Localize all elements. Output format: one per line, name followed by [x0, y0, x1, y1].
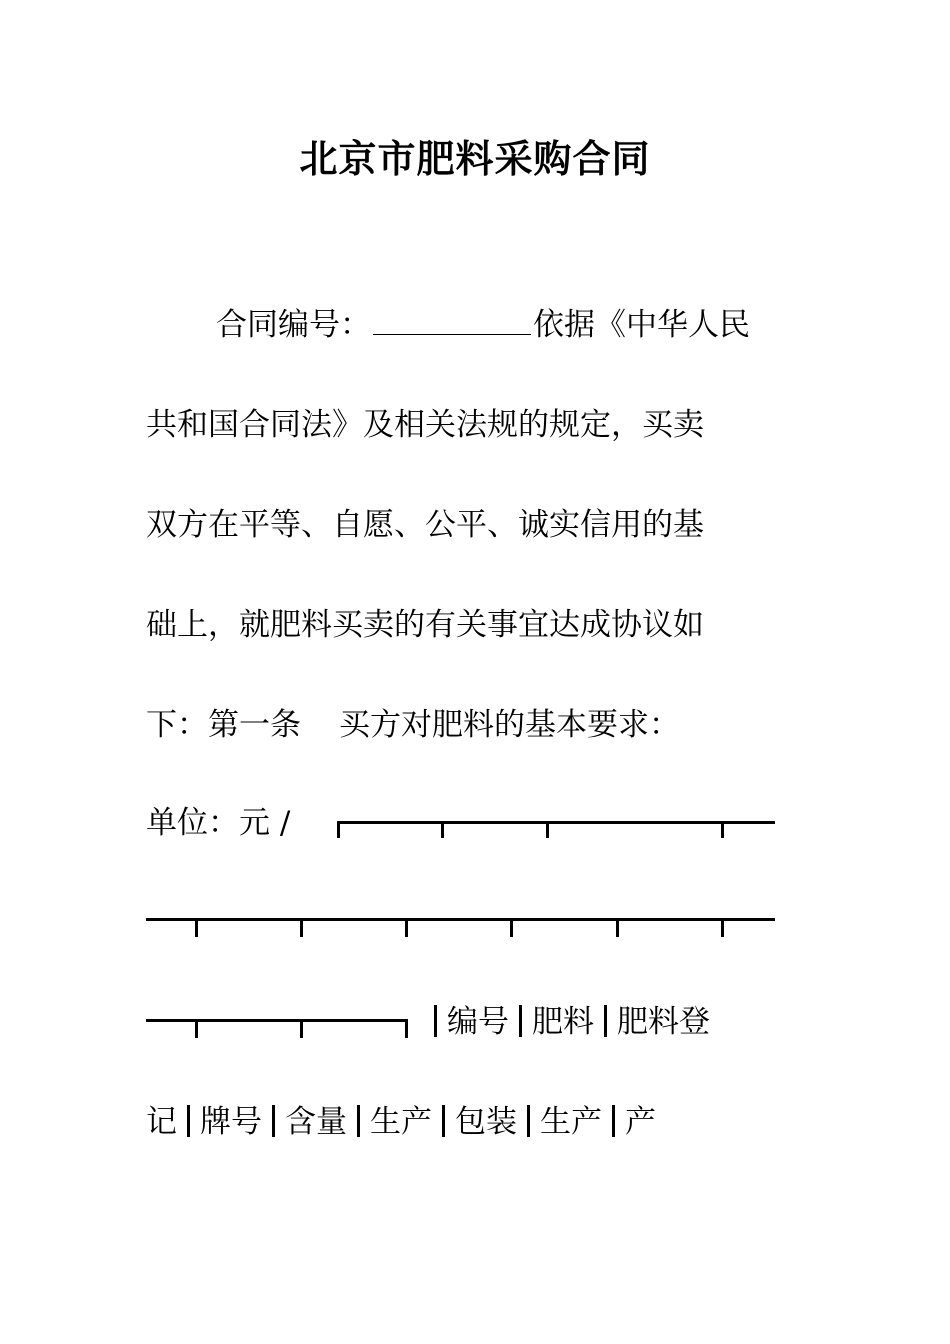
table-header-cell: 生产 [540, 1104, 602, 1140]
unit-label: 单位：元 / [146, 805, 291, 841]
table-header-cell: 编号 [447, 1004, 509, 1040]
contract-intro-line-2: 共和国合同法》及相关法规的规定，买卖 [146, 407, 704, 443]
article-one-title: 买方对肥料的基本要求： [339, 707, 680, 743]
contract-number-label: 合同编号： [216, 307, 371, 343]
table-header-row-1 [434, 1002, 794, 1042]
table-header-cell: 肥料登 [617, 1004, 710, 1040]
article-one-label: 下：第一条 [146, 707, 301, 743]
intro-text-1: 依据《中华人民 [533, 307, 750, 343]
table-header-cell: 牌号 [200, 1104, 262, 1140]
page-title: 北京市肥料采购合同 [299, 137, 651, 181]
contract-intro-line-3: 双方在平等、自愿、公平、诚实信用的基 [146, 507, 704, 543]
table-header-cell: 含量 [285, 1104, 347, 1140]
table-header-row-2 [146, 1102, 786, 1142]
contract-intro-line-4: 础上，就肥料买卖的有关事宜达成协议如 [146, 607, 704, 643]
table-header-cell: 产 [625, 1104, 656, 1140]
table-header-cell: 包装 [455, 1104, 517, 1140]
contract-number-blank [373, 308, 531, 335]
table-header-cell: 生产 [370, 1104, 432, 1140]
contract-intro-line-1 [146, 305, 856, 345]
table-header-cell: 肥料 [532, 1004, 594, 1040]
article-one-heading [146, 705, 786, 745]
table-header-cell: 记 [146, 1104, 177, 1140]
